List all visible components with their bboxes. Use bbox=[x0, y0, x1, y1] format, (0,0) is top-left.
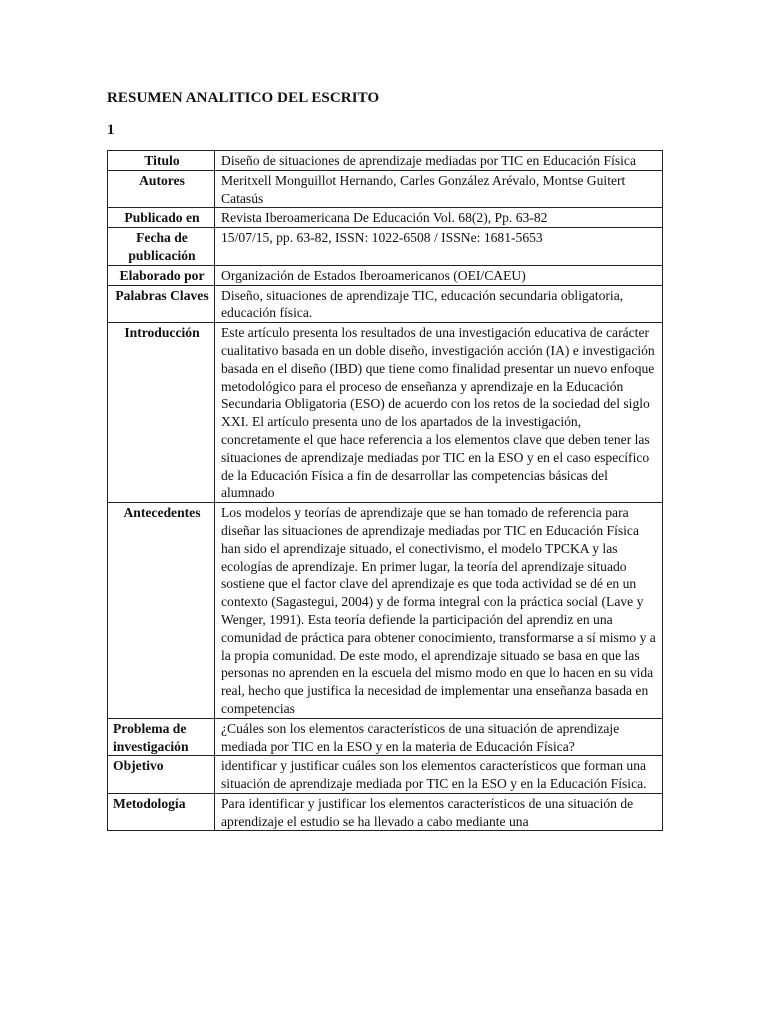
row-value-palabras-claves: Diseño, situaciones de aprendizaje TIC, educación secundaria obligatoria, educación física. bbox=[215, 285, 663, 323]
row-value-publicado-en: Revista Iberoamericana De Educación Vol. 68(2), Pp. 63-82 bbox=[215, 208, 663, 228]
table-row bbox=[108, 228, 663, 266]
row-value-autores: Meritxell Monguillot Hernando, Carles González Arévalo, Montse Guitert Catasús bbox=[215, 170, 663, 208]
row-value-objetivo: identificar y justificar cuáles son los elementos característicos que forman una situación de aprendizaje mediada por TIC en la ESO y en la Educación Física. bbox=[215, 756, 663, 794]
row-label-publicado-en: Publicado en bbox=[108, 208, 215, 228]
row-label-elaborado-por: Elaborado por bbox=[108, 265, 215, 285]
row-value-elaborado-por: Organización de Estados Iberoamericanos (OEI/CAEU) bbox=[215, 265, 663, 285]
table-row bbox=[108, 170, 663, 208]
row-label-problema-investigacion: Problema de investigación bbox=[108, 718, 215, 756]
document-number: 1 bbox=[107, 122, 115, 138]
table-row bbox=[108, 151, 663, 171]
table-row bbox=[108, 793, 663, 830]
table-row bbox=[108, 208, 663, 228]
row-value-introduccion: Este artículo presenta los resultados de una investigación educativa de carácter cualitativo basada en un doble diseño, investigación acción (IA) e investigación basada en el diseño (IBD) que tiene como finalidad presentar un nuevo enfoque metodológico para el proceso de enseñanza y aprendizaje en la Educación Secundaria Obligatoria (ESO) de acuerdo con los retos de la sociedad del siglo XXI. El artículo presenta uno de los apartados de la investigación, concretamente el que hace referencia a los elementos clave que deben tener las situaciones de aprendizaje mediadas por TIC en la ESO y en el caso específico de la Educación Física a fin de desarrollar las competencias básicas del alumnado bbox=[215, 323, 663, 503]
row-value-titulo: Diseño de situaciones de aprendizaje mediadas por TIC en Educación Física bbox=[215, 151, 663, 171]
row-label-palabras-claves: Palabras Claves bbox=[108, 285, 215, 323]
document-title: RESUMEN ANALITICO DEL ESCRITO bbox=[107, 90, 380, 106]
summary-table bbox=[107, 150, 663, 831]
row-value-metodologia-text: Para identificar y justificar los elementos característicos de una situación de aprendizaje el estudio se ha llevado a cabo mediante una bbox=[221, 795, 634, 829]
table-row bbox=[108, 285, 663, 323]
row-label-titulo: Titulo bbox=[108, 151, 215, 171]
table-row bbox=[108, 756, 663, 794]
row-label-autores: Autores bbox=[108, 170, 215, 208]
row-label-metodologia: Metodología bbox=[108, 793, 215, 830]
row-label-fecha-publicacion: Fecha de publicación bbox=[108, 228, 215, 266]
table-row bbox=[108, 718, 663, 756]
row-value-problema-investigacion: ¿Cuáles son los elementos característicos de una situación de aprendizaje mediada por TIC en la ESO y en la materia de Educación Física? bbox=[215, 718, 663, 756]
row-value-fecha-publicacion: 15/07/15, pp. 63-82, ISSN: 1022-6508 / ISSNe: 1681-5653 bbox=[215, 228, 663, 266]
table-row bbox=[108, 323, 663, 503]
table-row bbox=[108, 503, 663, 719]
row-label-antecedentes: Antecedentes bbox=[108, 503, 215, 719]
row-label-introduccion: Introducción bbox=[108, 323, 215, 503]
table-row bbox=[108, 265, 663, 285]
row-label-objetivo: Objetivo bbox=[108, 756, 215, 794]
row-value-metodologia bbox=[215, 793, 663, 830]
row-value-antecedentes: Los modelos y teorías de aprendizaje que se han tomado de referencia para diseñar las situaciones de aprendizaje mediadas por TIC en Educación Física han sido el aprendizaje situado, el conectivismo, el modelo TPCKA y las ecologías de aprendizaje. En primer lugar, la teoría del aprendizaje situado sostiene que el factor clave del aprendizaje es que toda actividad se dé en un contexto (Sagastegui, 2004) y de forma integral con la práctica social (Lave y Wenger, 1991). Esta teoría defiende la participación del aprendiz en una comunidad de práctica para obtener conocimiento, transformarse a sí mismo y a la propia comunidad. De este modo, el aprendizaje situado se basa en que las personas no aprenden en la escuela del mismo modo en que lo hacen en su vida real, hecho que justifica la necesidad de implementar una enseñanza basada en competencias bbox=[215, 503, 663, 719]
